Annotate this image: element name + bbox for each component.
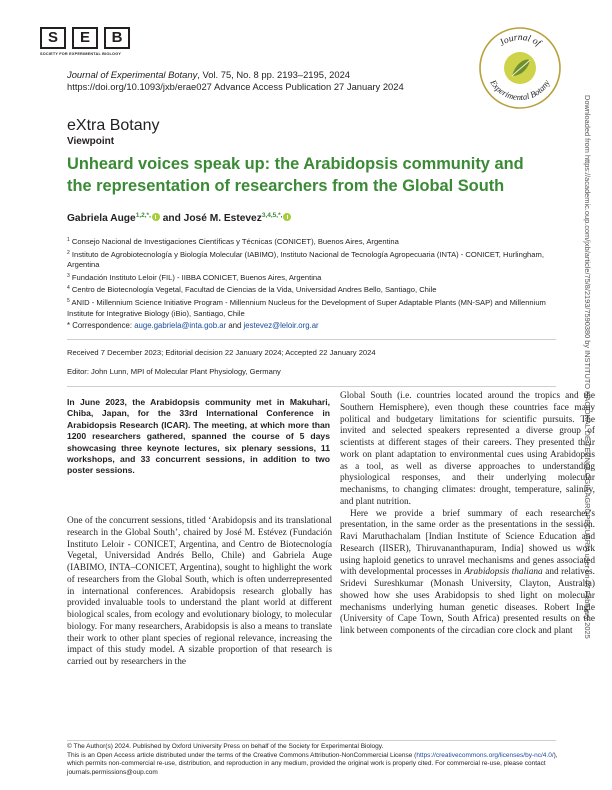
orcid-icon[interactable]	[283, 213, 291, 221]
email-link-auge[interactable]: auge.gabriela@inta.gob.ar	[134, 321, 227, 330]
correspondence-and: and	[226, 321, 244, 330]
svg-text:Journal of	[498, 33, 544, 49]
jxb-journal-logo	[478, 26, 562, 110]
affiliation-item	[67, 235, 547, 248]
license-text	[67, 752, 567, 778]
editor-line: Editor: John Lunn, MPI of Molecular Plant Physiology, Germany	[67, 367, 281, 376]
article-dates: Received 7 December 2023; Editorial decision 22 January 2024; Accepted 22 January 2024	[67, 348, 376, 357]
affiliation-text: Instituto de Agrobiotecnología y Biología Molecular (IABIMO), Instituto Nacional de Tecnología Agropecuaria (INTA) - CONICET, Hurlingham, Argentina	[67, 249, 544, 270]
body-text-run: Here we provide a brief summary of each researcher’s presentation, in the same order as the presentations in the session. Ravi Maruthachalam [Indian Institute of Science Education and Research (IISER), Thiruvananthapuram, India] showed us work using haploid genetics to unravel mechanisms and genes associated with developmental processes in	[340, 508, 595, 578]
seb-letter-b: B	[104, 27, 130, 49]
affiliation-item	[67, 248, 547, 271]
affiliation-text: Consejo Nacional de Investigaciones Científicas y Técnicas (CONICET), Buenos Aires, Argentina	[71, 237, 399, 246]
divider	[67, 740, 556, 741]
orcid-icon[interactable]	[152, 213, 160, 221]
seb-letter-s: S	[40, 27, 66, 49]
logo-text-bottom: Experimental Botany	[488, 77, 552, 103]
journal-name: Journal of Experimental Botany	[67, 69, 198, 80]
divider	[67, 386, 556, 387]
affiliation-list	[67, 235, 547, 319]
email-link-estevez[interactable]: jestevez@leloir.org.ar	[243, 321, 319, 330]
seb-logo	[40, 27, 130, 57]
logo-text-top: Journal of	[497, 32, 543, 49]
affiliation-number: 4	[67, 285, 70, 292]
license-footer	[67, 743, 567, 777]
affiliation-item	[67, 296, 547, 319]
affiliation-number: 5	[67, 297, 70, 304]
author-1-affil-sup: 1,2,*,	[135, 212, 151, 219]
body-text-run: and relatives. Sridevi Sureshkumar (Monash University, Clayton, Australia) showed how she uses Arabidopsis to shed light on molecular mechanisms underlying human genetic diseases. Robert Ingle (University of Cape Town, South Africa) presented results on the link between components of the circadian core clock and plant	[340, 567, 595, 636]
download-watermark-text: Downloaded from https://academic.oup.com/jxb/article/75/8/2193/7590380 by INSTITUTO NACIONAL DE TECNOLOGIA AGROPECUARIA user on 07 February 2025	[583, 95, 592, 639]
seb-letter-e: E	[72, 27, 98, 49]
license-text-run: ), which permits non-commercial re-use, distribution, and reproduction in any medium, provided the original work is properly cited. For commercial re-use, please contact journals.permissions@oup.com	[67, 751, 558, 776]
author-list	[67, 212, 291, 224]
body-column-left	[67, 516, 332, 669]
copyright-line: © The Author(s) 2024. Published by Oxford University Press on behalf of the Society for Experimental Biology.	[67, 743, 384, 750]
correspondence	[67, 321, 319, 330]
affiliation-text: Fundación Instituto Leloir (FIL) - IIBBA CONICET, Buenos Aires, Argentina	[71, 272, 322, 282]
affiliation-item	[67, 271, 547, 284]
seb-caption: SOCIETY FOR EXPERIMENTAL BIOLOGY	[40, 52, 122, 56]
affiliation-text: Centro de Biotecnología Vegetal, Facultad de Ciencias de la Vida, Universidad Andres Bello, Santiago, Chile	[71, 285, 437, 295]
section-name: eXtra Botany	[67, 117, 160, 134]
author-2-affil-sup: 3,4,5,*,	[261, 212, 283, 219]
article-type: Viewpoint	[67, 136, 115, 147]
species-name: Arabidopsis thaliana	[464, 567, 543, 578]
affiliation-number: 3	[67, 272, 70, 279]
doi-line[interactable]: https://doi.org/10.1093/jxb/erae027 Advance Access Publication 27 January 2024	[67, 81, 404, 93]
body-paragraph: Global South (i.e. countries located around the tropics and the Southern Hemisphere), even though these countries face many political and budgetary limitations for scientific pursuits. The invited and selected speakers represented a diverse group of scientists at different stages of their careers. They presented their work on plant adaptation to environmental cues using Arabidopsis as a tool, as well as diverse approaches to understanding physiological responses, and their underlying molecular mechanisms, to changing climates: drought, temperature, salinity, and plant nutrition.	[340, 391, 595, 507]
citation-volume: , Vol. 75, No. 8 pp. 2193–2195, 2024	[197, 69, 351, 80]
author-1-name[interactable]: Gabriela Auge	[67, 213, 136, 224]
author-2-name[interactable]: José M. Estevez	[183, 213, 262, 224]
body-paragraph	[340, 509, 595, 638]
abstract: In June 2023, the Arabidopsis community met in Makuhari, Chiba, Japan, for the 33rd International Conference in Arabidopsis Research (ICAR). The meeting, at which more than 1200 researchers gathered, spanned the course of 5 days showcasing three keynote lectures, six plenary sessions, 11 workshops, and 33 concurrent sessions, in addition to two poster sessions.	[67, 397, 330, 476]
article-title: Unheard voices speak up: the Arabidopsis community and the representation of researchers from the Global South	[67, 155, 524, 195]
correspondence-label: * Correspondence:	[67, 321, 135, 330]
body-column-right	[340, 391, 595, 638]
affiliation-number: 1	[67, 237, 70, 243]
affiliation-text: ANID - Millennium Science Initiative Program - Millennium Nucleus for the Development of Super Adaptable Plants (MN-SAP) and Millennium Institute for Integrative Biology (iBio), Santiago, Chile	[67, 297, 546, 318]
author-connector: and	[159, 213, 184, 224]
journal-citation	[67, 69, 404, 93]
affiliation-item	[67, 283, 547, 296]
license-link[interactable]: https://creativecommons.org/licenses/by-nc/4.0/	[416, 751, 554, 759]
affiliation-number: 2	[67, 249, 70, 256]
divider	[67, 339, 556, 340]
license-text-run: This is an Open Access article distributed under the terms of the Creative Commons Attribution-NonCommercial License (	[67, 751, 417, 759]
body-paragraph: One of the concurrent sessions, titled ‘Arabidopsis and its translational research in the Global South’, chaired by José M. Estévez (Fundación Instituto Leloir - CONICET, Argentina, and Centro de Biotecnología Vegetal, Universidad Andrés Bello, Chile) and Gabriela Auge (IABIMO, INTA–CONICET, Argentina), sought to highlight the work of researchers from the Global South, which is often underrepresented in international conferences. Arabidopsis research globally has provided invaluable tools to understand the plant world at different biological scales, from ecology and evolutionary biology, to molecular biology. For many researchers, Arabidopsis is also a means to translate their work to other plant species of regional relevance, increasing the impact of this study model. A sizable proportion of that research is carried out by researchers in the	[67, 516, 332, 667]
